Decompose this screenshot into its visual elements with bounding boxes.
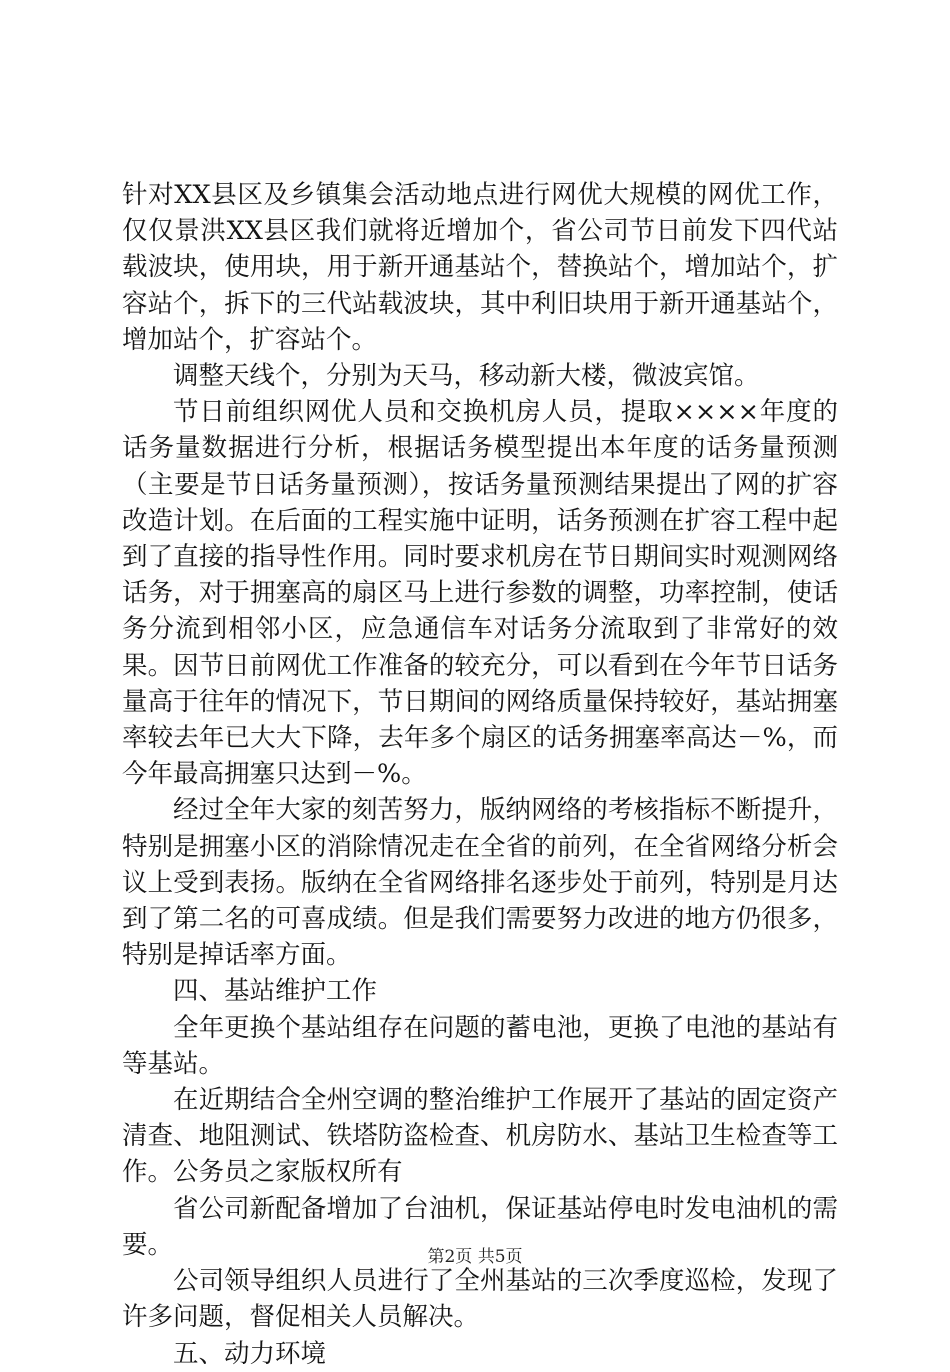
paragraph-annual-achievement: 经过全年大家的刻苦努力，版纳网络的考核指标不断提升，特别是拥塞小区的消除情况走在全省的前列，在全省网络分析会议上受到表扬。版纳在全省网络排名逐步处于前列，特别是月达到了第二名的可喜成绩。但是我们需要努力改进的地方仍很多，特别是掉话率方面。 <box>122 795 838 971</box>
paragraph-generator: 省公司新配备增加了台油机，保证基站停电时发电油机的需要。 <box>122 1193 838 1260</box>
page-number-footer: 第2页 共5页 <box>427 1247 523 1267</box>
paragraph-asset-inspection: 在近期结合全州空调的整治维护工作展开了基站的固定资产清查、地阻测试、铁塔防盗检查、机房防水、基站卫生检查等工作。公务员之家版权所有 <box>122 1085 838 1188</box>
paragraph-network-optimization: 针对XX县区及乡镇集会活动地点进行网优大规模的网优工作，仅仅景洪XX县区我们就将近增加个，省公司节日前发下四代站载波块，使用块，用于新开通基站个，替换站个，增加站个，扩容站个，拆下的三代站载波块，其中利旧块用于新开通基站个，增加站个，扩容站个。 <box>122 180 838 355</box>
paragraph-battery-replacement: 全年更换个基站组存在问题的蓄电池，更换了电池的基站有等基站。 <box>122 1012 838 1079</box>
section-heading-base-station-maintenance: 四、基站维护工作 <box>173 976 378 1007</box>
paragraph-traffic-forecast: 节日前组织网优人员和交换机房人员，提取××××年度的话务量数据进行分析，根据话务模型提出本年度的话务量预测（主要是节日话务量预测），按话务量预测结果提出了网的扩容改造计划。在后面的工程实施中证明，话务预测在扩容工程中起到了直接的指导性作用。同时要求机房在节日期间实时观测网络话务，对于拥塞高的扇区马上进行参数的调整，功率控制，使话务分流到相邻小区，应急通信车对话务分流取到了非常好的效果。因节日前网优工作准备的较充分，可以看到在今年节日话务量高于往年的情况下，节日期间的网络质量保持较好，基站拥塞率较去年已大大下降，去年多个扇区的话务拥塞率高达－%，而今年最高拥塞只达到－%。 <box>122 397 838 790</box>
paragraph-quarterly-inspection: 公司领导组织人员进行了全州基站的三次季度巡检，发现了许多问题，督促相关人员解决。 <box>122 1266 838 1333</box>
document-body <box>122 177 838 1372</box>
paragraph-antenna-adjustment: 调整天线个，分别为天马，移动新大楼，微波宾馆。 <box>173 361 760 392</box>
section-heading-power-environment: 五、动力环境 <box>173 1338 327 1369</box>
